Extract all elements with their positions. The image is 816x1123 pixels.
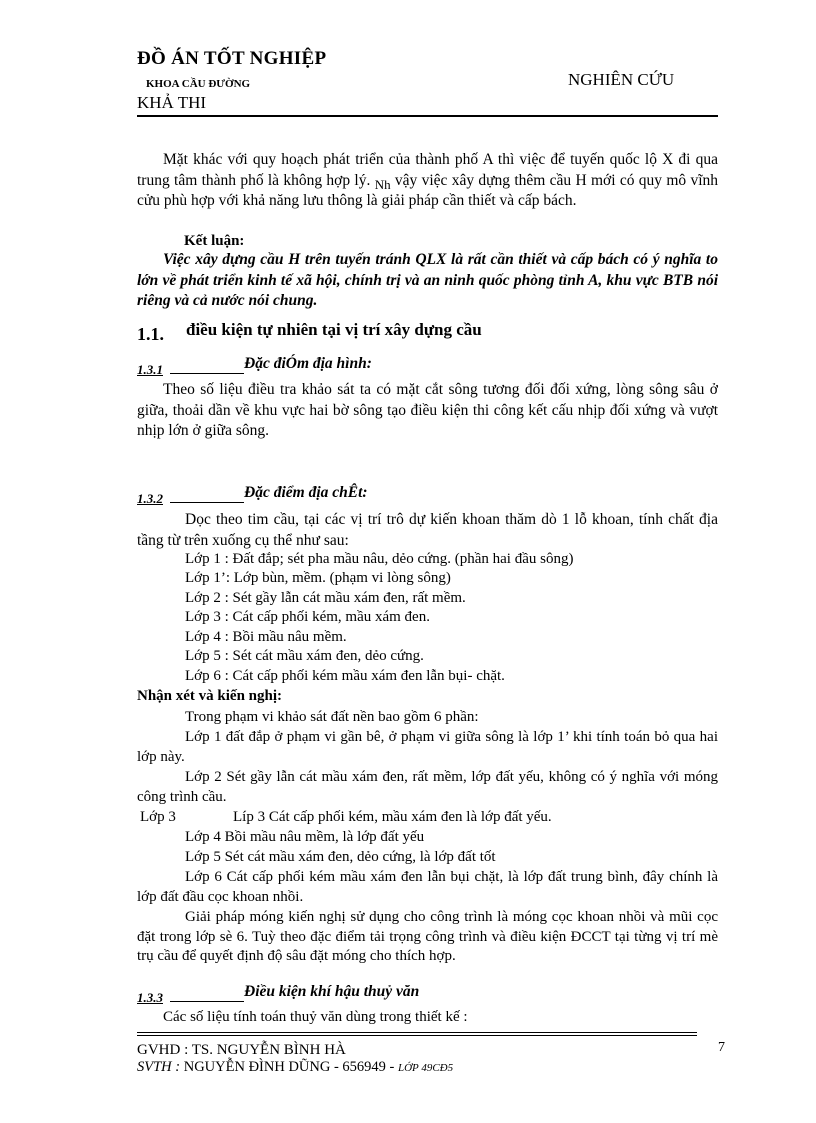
layer-item: Lớp 3 : Cát cấp phối kém, mầu xám đen. (185, 609, 430, 625)
layer-item: Lớp 1 : Đất đắp; sét pha mầu nâu, dẻo cứng. (phần hai đầu sông) (185, 551, 574, 567)
conclusion-text: Việc xây dựng cầu H trên tuyến tránh QLX là rất cần thiết và cấp bách có ý nghĩa to lớn về phát triển kinh tế xã hội, chính trị và an ninh quốc phòng tỉnh A, khu vực BTB nói riêng và cả nước nói chung. (137, 251, 718, 309)
remark-layer-2: Lớp 2 Sét gầy lẫn cát mầu xám đen, rất mềm, lớp đất yếu, không có ý nghĩa với móng công trình cầu. (137, 769, 718, 805)
doc-title: ĐỒ ÁN TỐT NGHIỆP (137, 48, 327, 69)
remarks-label: Nhận xét và kiến nghị: (137, 688, 283, 704)
subsection-3-title: Điều kiện khí hậu thuỷ văn (244, 983, 420, 1000)
layer-item: Lớp 2 : Sét gầy lẫn cát mầu xám đen, rất mềm. (185, 590, 466, 606)
remark-layer-3: Líp 3 Cát cấp phối kém, mầu xám đen là lớp đất yếu. (233, 809, 552, 825)
subsection-1-title: Đặc điÓm địa hình: (244, 355, 372, 372)
subsection-2-rule (170, 502, 244, 503)
intro-text-a: Mặt khác với quy hoạch phát triển của thành phố A thì việc để tuyến quốc lộ X đi qua trung tâm thành phố là không hợp lý. (137, 151, 718, 189)
faculty-name: KHOA CẦU ĐƯỜNG (146, 78, 251, 90)
subsection-2-number: 1.3.2 (137, 491, 163, 506)
remark-intro: Trong phạm vi khảo sát đất nền bao gồm 6 phần: (185, 709, 479, 725)
subsection-3-number: 1.3.3 (137, 990, 163, 1005)
header-right-title: NGHIÊN CỨU (568, 70, 675, 89)
subsection-3-text: Các số liệu tính toán thuỷ văn dùng trong thiết kế : (163, 1009, 468, 1025)
intro-text-b: vậy việc xây dựng thêm cầu H mới có quy mô vĩnh cửu phù hợp với khả năng lưu thông là giải pháp cần thiết và cấp bách. (137, 171, 718, 209)
layer-item: Lớp 1’: Lớp bùn, mềm. (phạm vi lòng sông) (185, 570, 451, 586)
foundation-solution: Giải pháp móng kiến nghị sử dụng cho công trình là móng cọc khoan nhồi và mũi cọc đặt trong lớp sè 6. Tuỳ theo đặc điểm tải trọng công trình và điều kiện ĐCCT tại từng vị trí mè trụ cầu để quyết định độ sâu đặt móng cho thích hợp. (137, 909, 718, 964)
remark-layer-6: Lớp 6 Cát cấp phối kém mầu xám đen lẫn bụi chặt, là lớp đất trung bình, đây chính là lớp đất đầu cọc khoan nhồi. (137, 869, 718, 905)
subsection-2-intro: Dọc theo tim cầu, tại các vị trí trô dự kiến khoan thăm dò 1 lỗ khoan, tính chất địa tầng từ trên xuống cụ thể như sau: (137, 511, 718, 549)
subsection-2-title: Đặc điểm địa chÊt: (244, 484, 368, 501)
footer-supervisor: GVHD : TS. NGUYỄN BÌNH HÀ (137, 1042, 346, 1058)
remark-layer-1: Lớp 1 đất đắp ở phạm vi gần bê, ở phạm vi giữa sông là lớp 1’ khi tính toán bỏ qua hai lớp này. (137, 729, 718, 765)
subsection-1-number: 1.3.1 (137, 362, 163, 377)
conclusion-label: Kết luận: (184, 233, 245, 249)
footer-student-label: SVTH : (137, 1059, 181, 1075)
layer-item: Lớp 6 : Cát cấp phối kém mầu xám đen lẫn bụi- chặt. (185, 668, 505, 684)
subsection-1-rule (170, 373, 244, 374)
intro-text-nh: Nh (374, 176, 391, 192)
footer-student (137, 1059, 453, 1076)
remark-layer-4: Lớp 4 Bồi mầu nâu mềm, là lớp đất yếu (185, 829, 425, 845)
intro-paragraph (137, 150, 718, 212)
subsection-1-text: Theo số liệu điều tra khảo sát ta có mặt cắt sông tương đối đối xứng, lòng sông sâu ở giữa, thoải dần về khu vực hai bờ sông tạo điều kiện thi công kết cấu nhịp đối xứng và vượt nhịp lớn ở giữa sông. (137, 381, 718, 439)
doc-subtitle: KHẢ THI (137, 93, 207, 112)
remark-layer-3-label: Lớp 3 (140, 809, 176, 825)
footer-rule-bottom (137, 1035, 697, 1036)
page-number: 7 (718, 1040, 725, 1055)
section-number: 1.1. (137, 324, 164, 344)
section-title: điều kiện tự nhiên tại vị trí xây dựng cầu (186, 320, 482, 339)
footer-student-name: NGUYỄN ĐÌNH DŨNG - 656949 - (183, 1059, 395, 1075)
subsection-3-rule (170, 1001, 244, 1002)
layer-item: Lớp 5 : Sét cát mầu xám đen, dẻo cứng. (185, 648, 424, 664)
footer-rule-top (137, 1032, 697, 1033)
remark-layer-5: Lớp 5 Sét cát mầu xám đen, dẻo cứng, là lớp đất tốt (185, 849, 496, 865)
header-rule (137, 115, 718, 117)
footer-class: LỚP 49CĐ5 (398, 1062, 454, 1074)
layer-item: Lớp 4 : Bồi mầu nâu mềm. (185, 629, 347, 645)
